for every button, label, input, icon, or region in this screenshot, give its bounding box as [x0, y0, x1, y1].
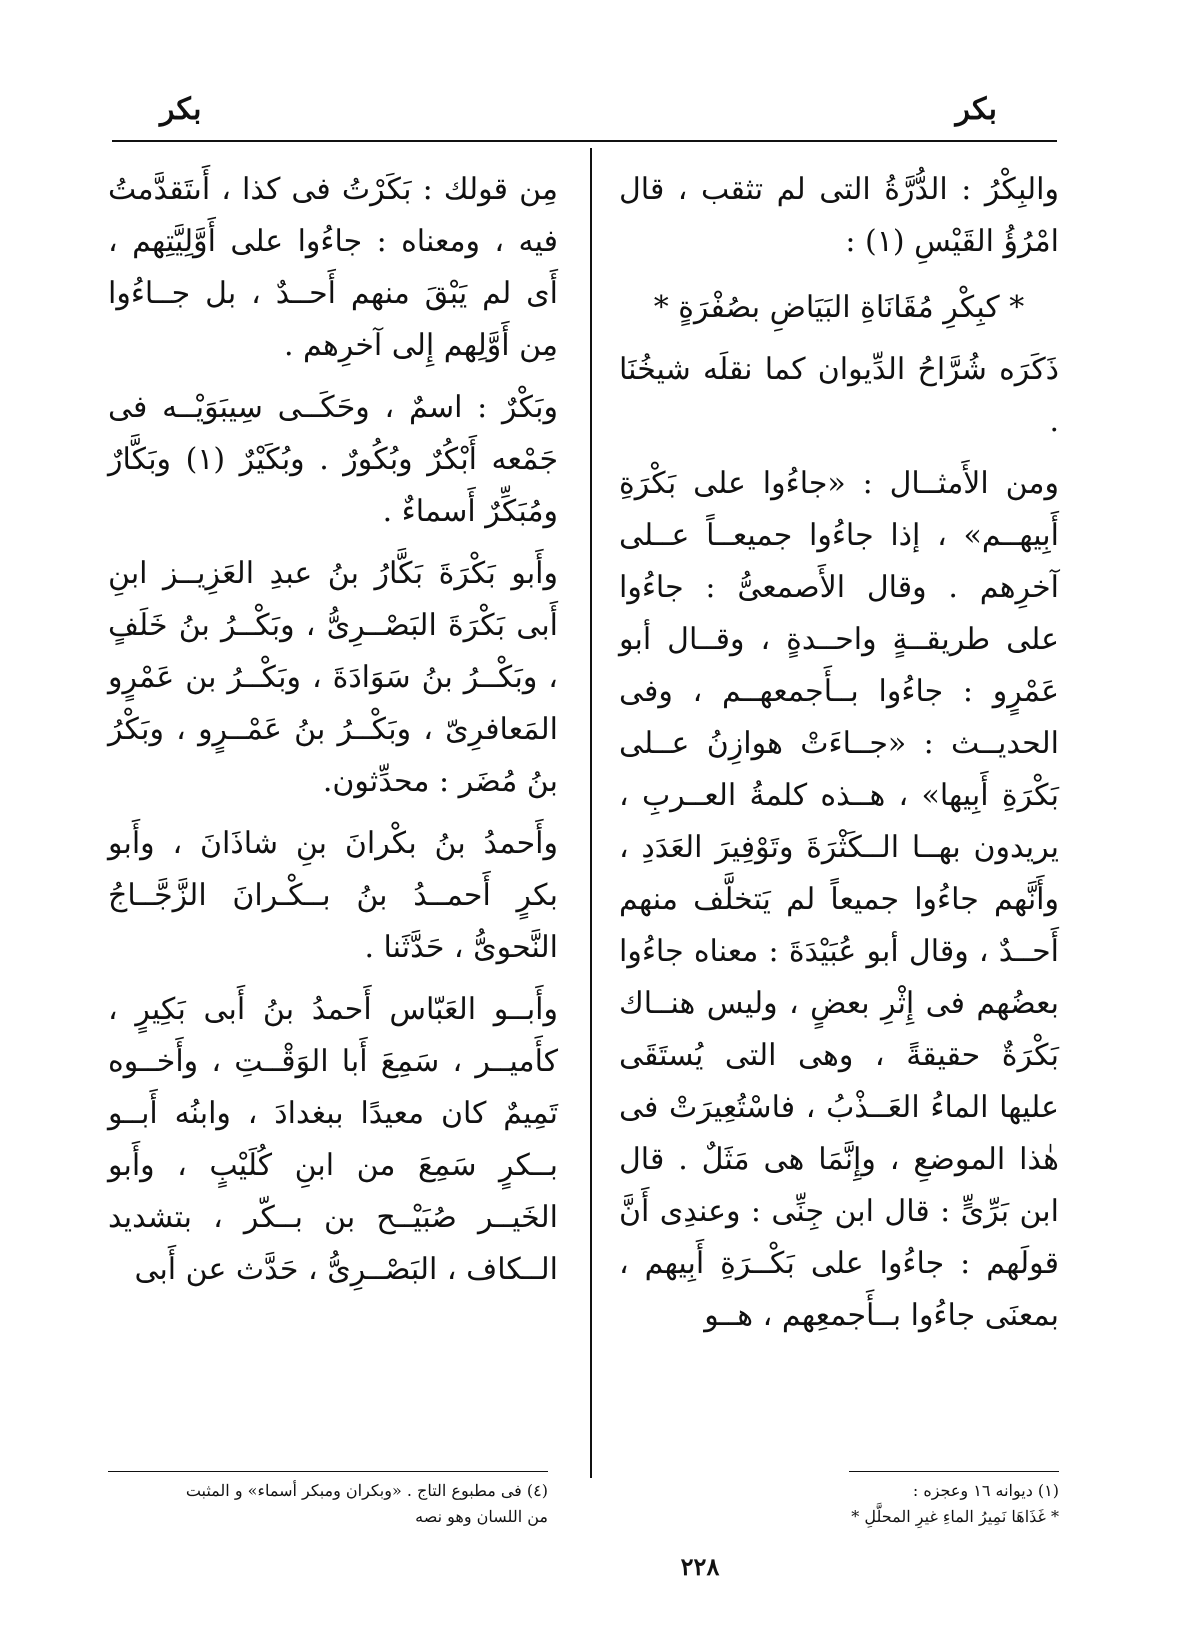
paragraph: والبِكْرُ : الدُّرَّةُ التى لم تثقب ، قال امْرُؤُ القَيْسِ (١) : — [619, 172, 1059, 259]
footnote-line: من اللسان وهو نصه — [415, 1507, 548, 1526]
right-column — [619, 164, 1059, 1342]
paragraph: ذَكَرَه شُرَّاحُ الدِّيوان كما نقلَه شيخُنَا . — [619, 352, 1059, 439]
footnote-line: * غَذَاهَا نَمِيرُ الماءِ غيرِ المحلَّلِ * — [851, 1507, 1059, 1526]
header-rule — [112, 140, 1057, 142]
paragraph: وبَكْرٌ : اسمٌ ، وحَكَــى سِيبَوَيْــه فى جَمْعه أَبْكُرٌ وبُكُورٌ . وبُكَيْرٌ (١) وبَكَّارٌ ومُبَكِّرٌ أَسماءٌ . — [108, 390, 558, 529]
footnote-right — [619, 1478, 1059, 1530]
footnote-rule-left — [108, 1471, 548, 1472]
page-number: ٢٢٨ — [680, 1552, 720, 1581]
paragraph: وأَبو بَكْرَةَ بَكَّارُ بنُ عبدِ العَزِيــز ابنِ أَبى بَكْرَةَ البَصْــرِىُّ ، وبَكْــرُ بنُ خَلَفٍ ، وبَكْــرُ بنُ سَوَادَةَ ، وبَكْــرُ بن عَمْرٍو المَعافرِىّ ، وبَكْــرُ بنُ عَمْــرٍو ، وبَكْرُ بنُ مُضَر : محدِّثون. — [108, 556, 558, 799]
left-column — [108, 164, 558, 1296]
header-left-word: بكر — [160, 92, 202, 127]
header-right-word: بكر — [955, 92, 997, 127]
footnote-rule-right — [849, 1471, 1059, 1472]
paragraph: وأَحمدُ بنُ بكْرانَ بنِ شاذَانَ ، وأَبو بكرٍ أَحمــدُ بنُ بــكْـرانَ الزَّجَّــاجُ النَّحوىُّ ، حَدَّثَنا . — [108, 826, 558, 965]
paragraph: مِن قولك : بَكَرْتُ فى كذا ، أَىتَقدَّمتُ فيه ، ومعناه : جاءُوا على أَوَّلِيَّتِهم ، أَى لم يَبْقَ منهم أَحــدٌ ، بل جــاءُوا مِن أَوَّلِهم إِلى آخرِهم . — [108, 172, 558, 363]
column-divider — [590, 148, 592, 1478]
paragraph: وأَبــو العَبّاس أَحمدُ بنُ أَبى بَكِيرٍ ، كأَميــر ، سَمِعَ أَبا الوَقْــتِ ، وأَخــوه تَمِيمٌ كان معيدًا ببغدادَ ، وابنُه أَبــو بــكرٍ سَمِعَ من ابنِ كُلَيْبٍ ، وأَبو الخَيــر صُبَيْــح بن بــكّر ، بتشديد الــكاف ، البَصْــرِىُّ ، حَدَّث عن أَبى — [108, 992, 558, 1287]
footnote-line: (٤) فى مطبوع التاج . «وبكران ومبكر أسماء» و المثبت — [185, 1481, 548, 1500]
footnote-line: (١) ديوانه ١٦ وعجزه : — [912, 1481, 1059, 1500]
footnote-left — [108, 1478, 548, 1530]
verse-line: * كبِكْرِ مُقَانَاةِ البَيَاضِ بصُفْرَةٍ * — [653, 290, 1025, 325]
paragraph: ومن الأَمثــال : «جاءُوا على بَكْرَةِ أَبِيهــم» ، إذا جاءُوا جميعــاً عــلى آخرِهم . وقال الأَصمعىُّ : جاءُوا على طريقــةٍ واحــدةٍ ، وقــال أبو عَمْرٍو : جاءُوا بــأَجمعهــم ، وفى الحديــث : «جــاءَتْ هوازِنُ عــلى بَكْرَةِ أَبِيها» ، هــذه كلمةُ العــربِ ، يريدون بهــا الــكَثْرَةَ وتَوْفِيرَ العَدَدِ ، وأَنَّهم جاءُوا جميعاً لم يَتخلَّف منهم أَحــدٌ ، وقال أبو عُبَيْدَةَ : معناه جاءُوا بعضُهم فى إِثْرِ بعضٍ ، وليس هنــاك بَكْرَةٌ حقيقةً ، وهى التى يُستَقَى عليها الماءُ العَــذْبُ ، فاسْتُعِيرَتْ فى هٰذا الموضعِ ، وإِنَّمَا هى مَثَلٌ . قال ابن بَرِّىٍّ : قال ابن جِنِّى : وعندِى أَنَّ قولَهم : جاءُوا على بَكْــرَةِ أَبِيهم ، بمعنَى جاءُوا بــأَجمعِهم ، هــو — [619, 466, 1059, 1333]
